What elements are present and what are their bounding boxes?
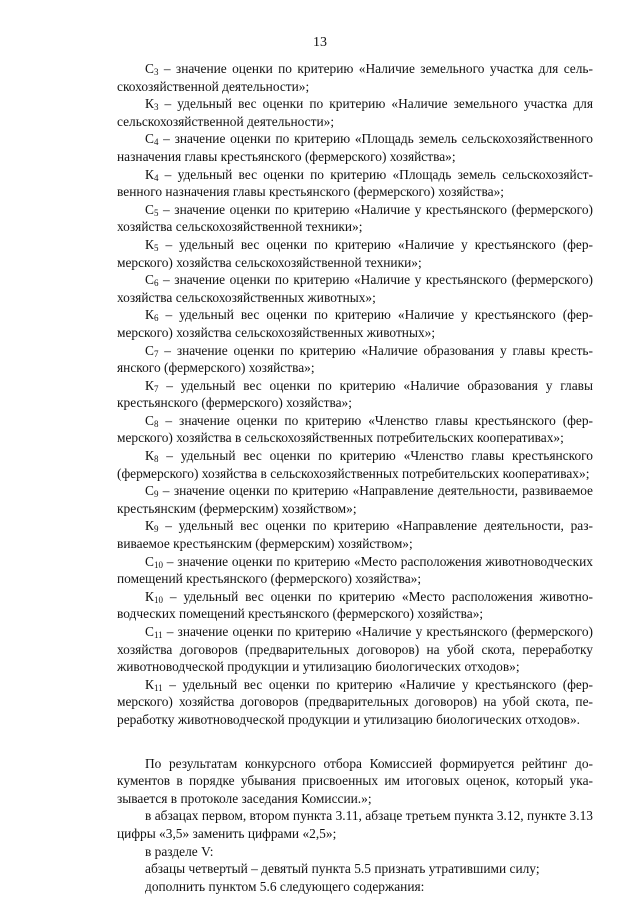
definition-k11	[117, 676, 593, 729]
symbol: К	[145, 448, 154, 464]
symbol-index: 9	[153, 489, 159, 500]
supplement-paragraph: дополнить пунктом 5.6 следующего содержания:	[145, 878, 425, 894]
symbol: С	[145, 412, 154, 428]
symbol: С	[145, 61, 154, 76]
symbol-index: 10	[153, 594, 163, 605]
definition-text: – значение оценки по критерию «Направление деятельности, развиваемое крестьянским (фермерским) хозяйством»;	[117, 483, 593, 516]
replace-digits-paragraph: в абзацах первом, втором пункта 3.11, абзаце третьем пункта 3.12, пункте 3.13 цифры «3,5» заменить цифрами «2,5»;	[117, 808, 593, 841]
symbol: С	[145, 342, 154, 358]
definition-k5	[117, 236, 593, 271]
definition-k7	[117, 377, 593, 412]
definition-text: – значение оценки по критерию «Членство главы крестьянского (фермерского) хозяйства в сельскохозяйственных потребительских кооперативах»;	[117, 412, 593, 446]
symbol-index: 8	[153, 418, 159, 429]
rating-paragraph: По результатам конкурсного отбора Комиссией формируется рейтинг документов в порядке убывания присвоенных им итоговых оценок, который указывается в протоколе заседания Комиссии.»;	[117, 755, 593, 806]
symbol-index: 6	[153, 313, 159, 324]
definition-text: – удельный вес оценки по критерию «Наличие образования у главы крестьянского (фермерского) хозяйства»;	[117, 377, 593, 411]
definition-text: – удельный вес оценки по критерию «Наличие у крестьянского (фермерского) хозяйства сельскохозяйственных животных»;	[117, 307, 593, 340]
definition-k9	[117, 517, 593, 552]
symbol-index: 5	[153, 242, 159, 253]
symbol: С	[145, 624, 154, 639]
definition-text: – значение оценки по критерию «Наличие у крестьянского (фермерского) хозяйства договоров (предварительных договоров) на убой скота, переработку животноводческой продукции и утилизацию биологических отходов»;	[117, 624, 593, 675]
symbol: С	[145, 553, 154, 569]
definition-c9	[117, 482, 593, 517]
symbol-index: 8	[153, 454, 159, 465]
symbol-index: 10	[153, 559, 163, 570]
symbol: К	[145, 377, 154, 393]
definition-text: – удельный вес оценки по критерию «Наличие земельного участка для сельскохозяйственной деятельности»;	[117, 96, 593, 129]
definition-text: – значение оценки по критерию «Наличие у крестьянского (фермерского) хозяйства сельскохозяйственной техники»;	[117, 201, 593, 235]
definition-k4	[117, 166, 593, 201]
definition-text: – удельный вес оценки по критерию «Направление деятельности, развиваемое крестьянским (фермерским) хозяйством»;	[117, 518, 593, 552]
symbol: К	[145, 166, 154, 182]
symbol: К	[145, 676, 154, 692]
definition-c5	[117, 201, 593, 236]
symbol: С	[145, 483, 154, 499]
symbol-index: 3	[153, 67, 159, 77]
definition-text: – значение оценки по критерию «Наличие у крестьянского (фермерского) хозяйства сельскохозяйственных животных»;	[117, 272, 593, 305]
definition-c7	[117, 342, 593, 377]
symbol-index: 6	[153, 278, 159, 289]
definition-text: – удельный вес оценки по критерию «Членство главы крестьянского (фермерского) хозяйства в сельскохозяйственных потребительских кооперативах»;	[117, 448, 593, 481]
symbol: К	[145, 307, 154, 323]
definition-text: – удельный вес оценки по критерию «Площадь земель сельскохозяйственного назначения главы крестьянского (фермерского) хозяйства»;	[117, 166, 593, 200]
symbol: С	[145, 201, 154, 217]
definition-text: – значение оценки по критерию «Наличие земельного участка для сельскохозяйственной деятельности»;	[117, 61, 593, 94]
symbol: С	[145, 272, 154, 288]
symbol: К	[145, 588, 154, 604]
symbol: С	[145, 131, 154, 147]
symbol: К	[145, 518, 154, 534]
definition-k10	[117, 588, 593, 623]
definition-c3	[117, 60, 593, 95]
definition-c10	[117, 553, 593, 588]
symbol-index: 11	[153, 630, 163, 640]
document-body	[117, 60, 593, 895]
definition-text: – значение оценки по критерию «Место расположения животноводческих помещений крестьянского (фермерского) хозяйства»;	[117, 553, 593, 587]
definition-text: – значение оценки по критерию «Площадь земель сельскохозяйственного назначения главы крестьянского (фермерского) хозяйства»;	[117, 131, 593, 164]
definition-c4	[117, 130, 593, 165]
definition-text: – удельный вес оценки по критерию «Наличие у крестьянского (фермерского) хозяйства сельскохозяйственной техники»;	[117, 236, 593, 270]
symbol-index: 9	[153, 524, 159, 535]
definition-text: – удельный вес оценки по критерию «Место расположения животноводческих помещений крестьянского (фермерского) хозяйства»;	[117, 588, 593, 622]
definition-c8	[117, 412, 593, 447]
symbol-index: 11	[153, 682, 163, 693]
symbol-index: 4	[153, 137, 159, 148]
definition-k3	[117, 95, 593, 130]
symbol: К	[145, 96, 154, 112]
definition-text: – значение оценки по критерию «Наличие образования у главы крестьянского (фермерского) хозяйства»;	[117, 342, 593, 376]
section-v-paragraph: в разделе V:	[145, 843, 214, 859]
page-number: 13	[313, 35, 327, 50]
definition-text: – удельный вес оценки по критерию «Наличие у крестьянского (фермерского) хозяйства договоров (предварительных договоров) на убой скота, переработку животноводческой продукции и утилизацию биологических отходов».	[117, 676, 593, 727]
symbol-index: 4	[153, 172, 159, 183]
invalidate-paragraph: абзацы четвертый – девятый пункта 5.5 признать утратившими силу;	[145, 861, 540, 877]
definition-c6	[117, 271, 593, 306]
symbol: К	[145, 236, 154, 252]
definition-c11	[117, 623, 593, 676]
symbol-index: 7	[153, 348, 159, 359]
definition-k6	[117, 306, 593, 341]
symbol-index: 3	[153, 102, 159, 113]
symbol-index: 5	[153, 207, 159, 218]
symbol-index: 7	[153, 383, 159, 394]
definition-k8	[117, 447, 593, 482]
